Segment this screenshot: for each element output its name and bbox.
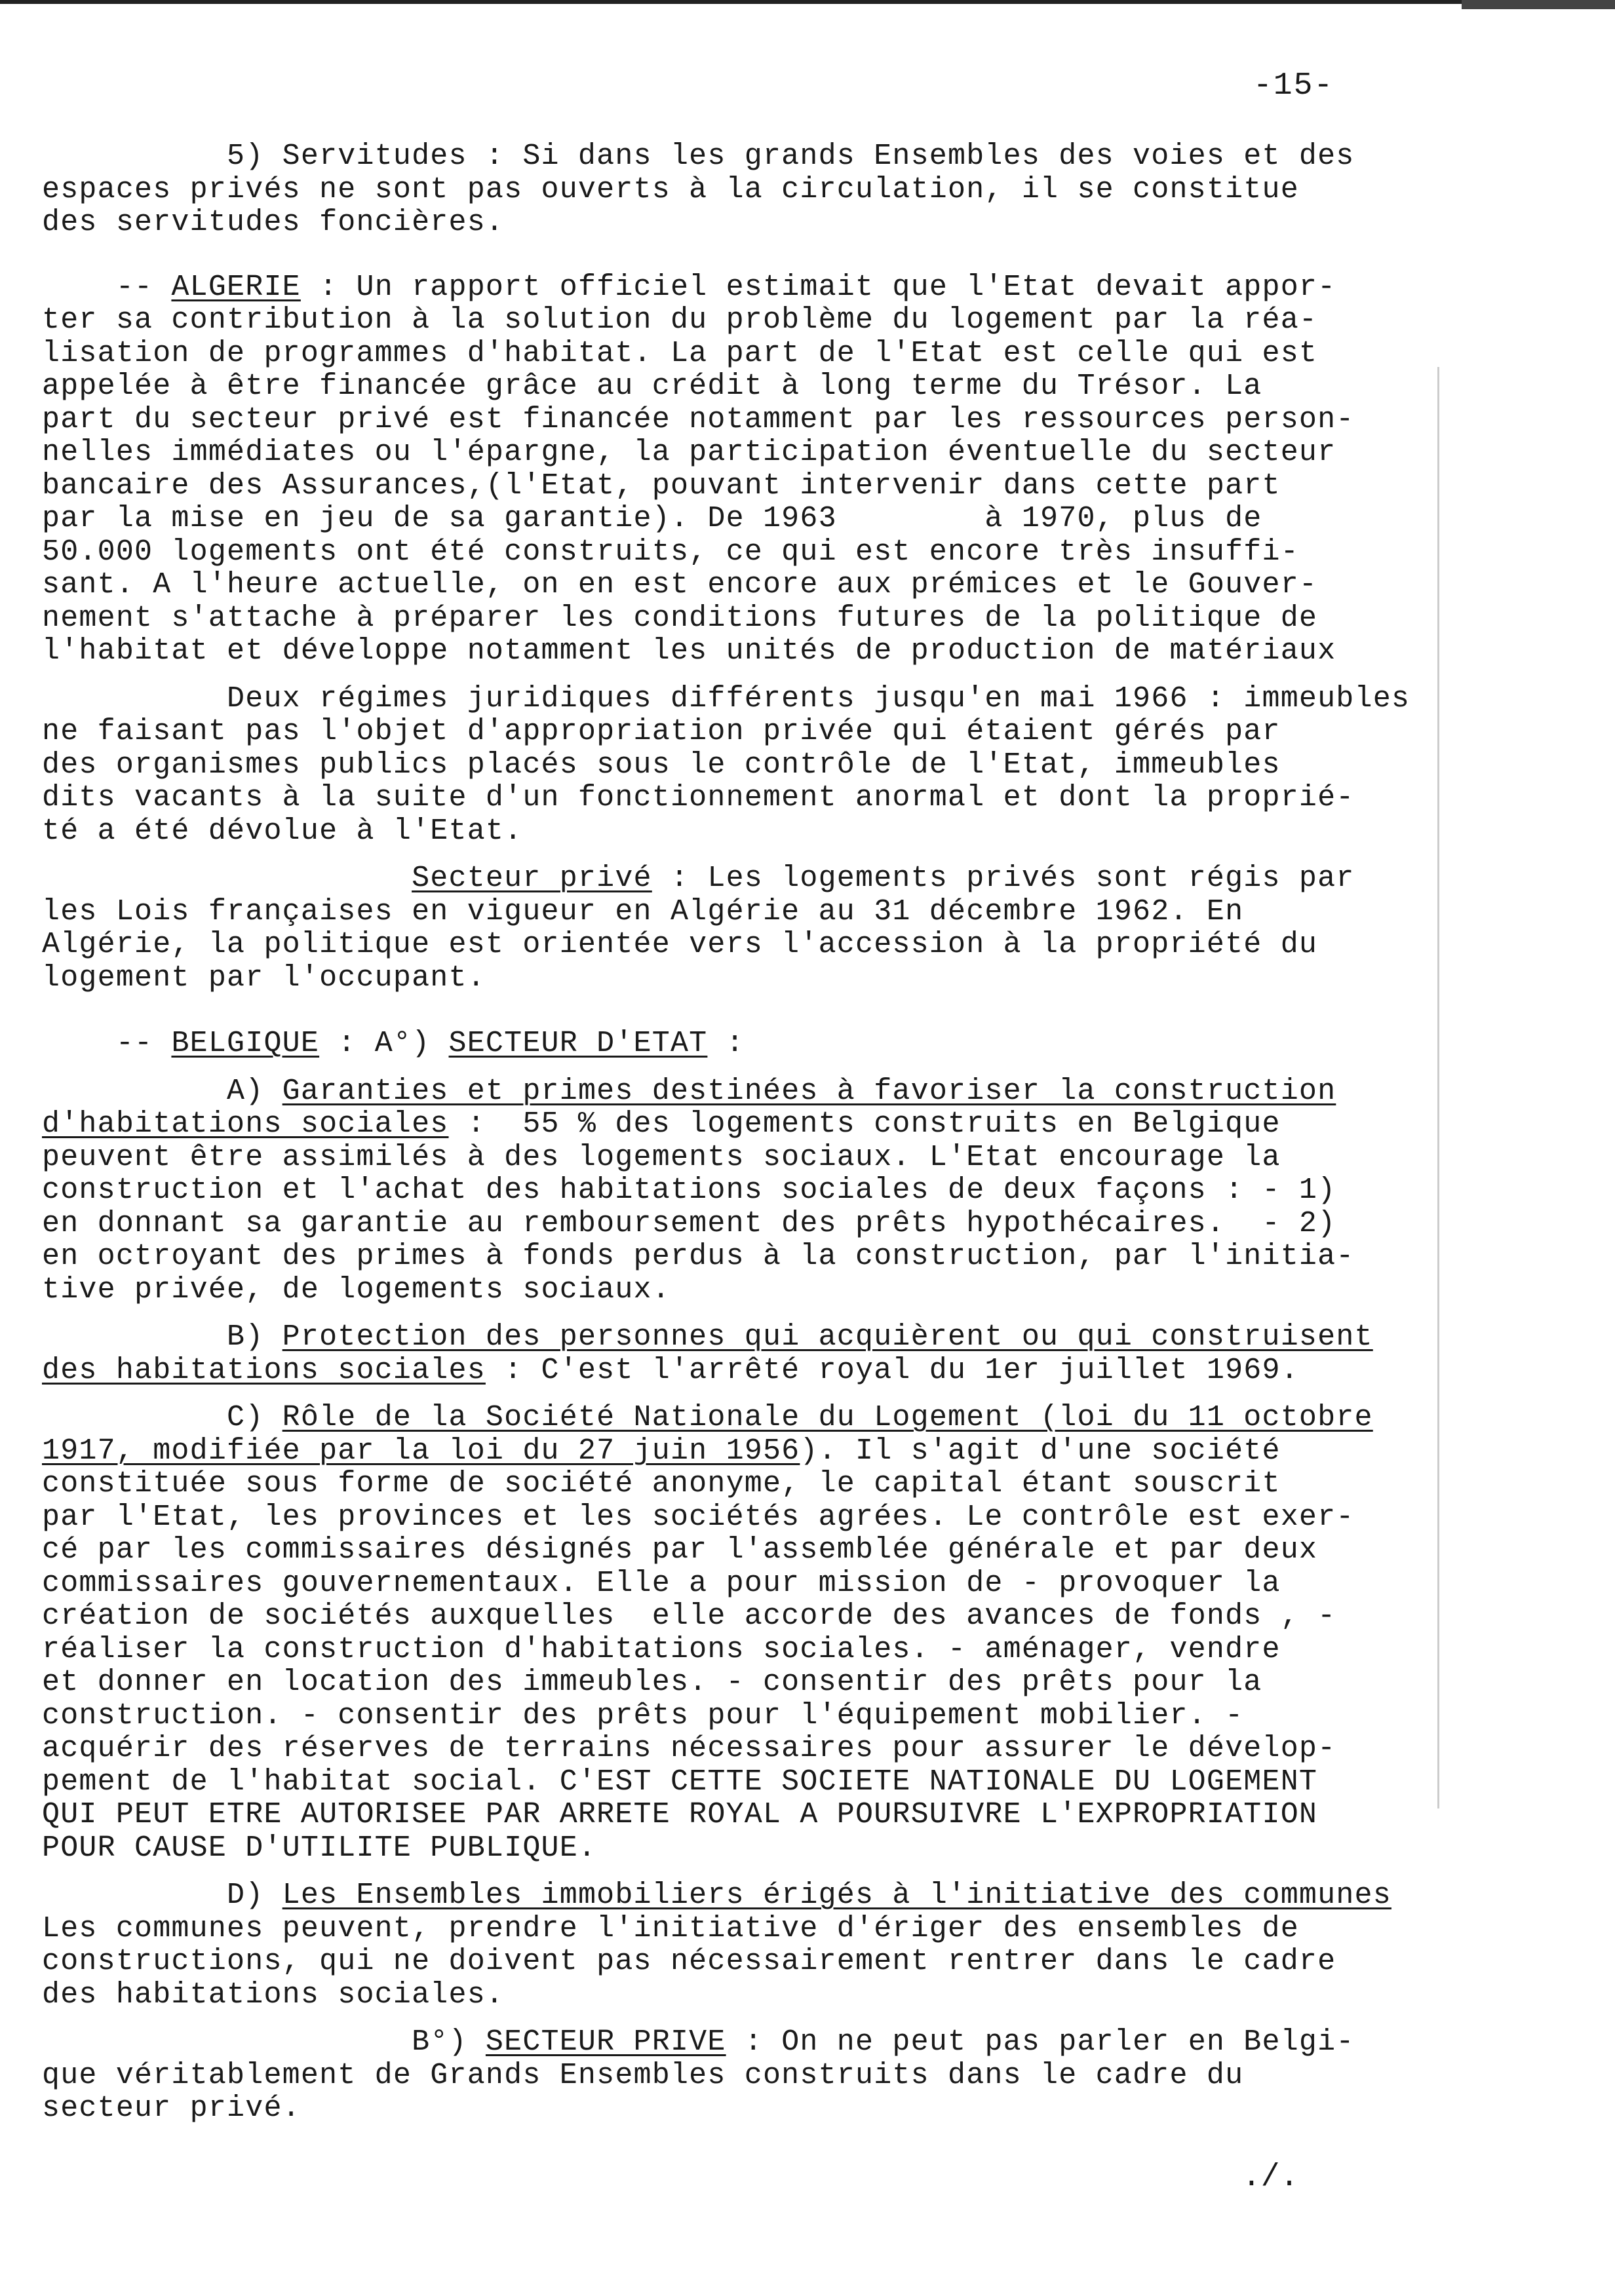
- scan-top-edge: [0, 0, 1475, 4]
- text-line: acquérir des réserves de terrains nécessaires pour assurer le dévelop-: [42, 1732, 1336, 1765]
- text-line: tive privée, de logements sociaux.: [42, 1272, 671, 1307]
- text-line: -- BELGIQUE : A°) SECTEUR D'ETAT :: [42, 1027, 745, 1060]
- algerie-heading: ALGERIE: [171, 270, 301, 304]
- text-line: lisation de programmes d'habitat. La part de l'Etat est celle qui est: [42, 336, 1318, 370]
- section-d-title: Les Ensembles immobiliers érigés à l'initiative des communes: [282, 1879, 1391, 1912]
- text-line: logement par l'occupant.: [42, 961, 486, 995]
- paragraph-algerie: [42, 271, 1438, 668]
- text-line: cé par les commissaires désignés par l'assemblée générale et par deux: [42, 1533, 1318, 1567]
- text-line: par l'Etat, les provinces et les sociétés agrées. Le contrôle est exer-: [42, 1500, 1355, 1534]
- text-line: des habitations sociales : C'est l'arrêté royal du 1er juillet 1969.: [42, 1353, 1299, 1387]
- text-line: té a été dévolue à l'Etat.: [42, 814, 523, 848]
- paragraph-secteur-prive-algerie: [42, 862, 1438, 995]
- text-line: appelée à être financée grâce au crédit à long terme du Trésor. La: [42, 370, 1262, 403]
- section-d: [42, 1879, 1438, 2012]
- section-b-title-cont: des habitations sociales: [42, 1353, 486, 1387]
- text-line: QUI PEUT ETRE AUTORISEE PAR ARRETE ROYAL A POURSUIVRE L'EXPROPRIATION: [42, 1798, 1318, 1831]
- paragraph-regimes: [42, 683, 1438, 849]
- text-line: les Lois françaises en vigueur en Algérie au 31 décembre 1962. En: [42, 894, 1244, 928]
- text-line: en donnant sa garantie au remboursement des prêts hypothécaires. - 2): [42, 1206, 1336, 1240]
- text-line: bancaire des Assurances,(l'Etat, pouvant intervenir dans cette part: [42, 469, 1281, 503]
- text-line: B) Protection des personnes qui acquièrent ou qui construisent: [42, 1320, 1373, 1354]
- text-line: 5) Servitudes : Si dans les grands Ensembles des voies et des: [42, 140, 1355, 173]
- secteur-etat-heading: SECTEUR D'ETAT: [448, 1027, 708, 1060]
- page-number: -15-: [1253, 68, 1334, 104]
- section-c-title: Rôle de la Société Nationale du Logement (loi du 11 octobre: [282, 1401, 1373, 1434]
- section-a-title: Garanties et primes destinées à favoriser la construction: [282, 1074, 1336, 1108]
- text-line: A) Garanties et primes destinées à favoriser la construction: [42, 1074, 1336, 1108]
- paragraph-servitudes: [42, 140, 1438, 240]
- secteur-prive-belgique-heading: SECTEUR PRIVE: [485, 2025, 726, 2059]
- continuation-mark: ./.: [1242, 2160, 1299, 2195]
- text-line: 50.000 logements ont été construits, ce qui est encore très insuffi-: [42, 535, 1299, 569]
- section-c: [42, 1402, 1438, 1865]
- text-line: 1917, modifiée par la loi du 27 juin 1956). Il s'agit d'une société: [42, 1434, 1281, 1468]
- text-line: Algérie, la politique est orientée vers l'accession à la propriété du: [42, 928, 1318, 961]
- text-line: Les communes peuvent, prendre l'initiative d'ériger des ensembles de: [42, 1911, 1299, 1945]
- section-a: [42, 1075, 1438, 1307]
- text-line: d'habitations sociales : 55 % des logements construits en Belgique: [42, 1107, 1281, 1141]
- text-line: l'habitat et développe notamment les unités de production de matériaux: [42, 634, 1336, 668]
- text-line: des organismes publics placés sous le contrôle de l'Etat, immeubles: [42, 748, 1281, 782]
- text-line: que véritablement de Grands Ensembles construits dans le cadre du: [42, 2058, 1244, 2092]
- document-body: [42, 140, 1438, 2126]
- belgique-heading: BELGIQUE: [171, 1027, 320, 1060]
- text-line: secteur privé.: [42, 2092, 301, 2125]
- text-line: construction et l'achat des habitations sociales de deux façons : - 1): [42, 1174, 1336, 1207]
- text-line: pement de l'habitat social. C'EST CETTE SOCIETE NATIONALE DU LOGEMENT: [42, 1765, 1318, 1799]
- text-line: construction. - consentir des prêts pour l'équipement mobilier. -: [42, 1698, 1244, 1732]
- text-line: nement s'attache à préparer les conditions futures de la politique de: [42, 601, 1318, 635]
- text-line: D) Les Ensembles immobiliers érigés à l'initiative des communes: [42, 1879, 1391, 1912]
- text-line: ne faisant pas l'objet d'appropriation privée qui étaient gérés par: [42, 715, 1281, 748]
- text-line: création de sociétés auxquelles elle accorde des avances de fonds , -: [42, 1599, 1336, 1633]
- section-b-title: Protection des personnes qui acquièrent ou qui construisent: [282, 1320, 1373, 1354]
- text-line: en octroyant des primes à fonds perdus à la construction, par l'initia-: [42, 1240, 1355, 1273]
- text-line: commissaires gouvernementaux. Elle a pour mission de - provoquer la: [42, 1566, 1281, 1600]
- section-a-title-cont: d'habitations sociales: [42, 1107, 449, 1141]
- text-line: C) Rôle de la Société Nationale du Logement (loi du 11 octobre: [42, 1401, 1373, 1434]
- text-line: dits vacants à la suite d'un fonctionnement anormal et dont la proprié-: [42, 781, 1355, 814]
- secteur-prive-heading: Secteur privé: [412, 862, 652, 895]
- text-line: espaces privés ne sont pas ouverts à la circulation, il se constitue: [42, 172, 1299, 206]
- section-b: [42, 1321, 1438, 1387]
- text-line: ter sa contribution à la solution du problème du logement par la réa-: [42, 303, 1318, 337]
- text-line: sant. A l'heure actuelle, on en est encore aux prémices et le Gouver-: [42, 568, 1318, 602]
- paragraph-secteur-prive-belgique: [42, 2026, 1438, 2126]
- section-c-title-cont: 1917, modifiée par la loi du 27 juin 1956: [42, 1434, 800, 1468]
- belgique-heading-line: [42, 1027, 1438, 1061]
- text-line: Deux régimes juridiques différents jusqu'en mai 1966 : immeubles: [42, 681, 1411, 716]
- text-line: POUR CAUSE D'UTILITE PUBLIQUE.: [42, 1831, 597, 1865]
- text-line: Secteur privé : Les logements privés sont régis par: [412, 862, 1355, 895]
- text-line: constructions, qui ne doivent pas nécessairement rentrer dans le cadre: [42, 1945, 1336, 1978]
- text-line: réaliser la construction d'habitations sociales. - aménager, vendre: [42, 1632, 1281, 1666]
- text-line: des servitudes foncières.: [42, 206, 505, 239]
- scan-top-edge-corner: [1462, 0, 1615, 9]
- text-line: par la mise en jeu de sa garantie). De 1963 à 1970, plus de: [42, 502, 1262, 535]
- text-line: constituée sous forme de société anonyme, le capital étant souscrit: [42, 1467, 1281, 1501]
- text-line: peuvent être assimilés à des logements sociaux. L'Etat encourage la: [42, 1140, 1281, 1174]
- text-line: des habitations sociales.: [42, 1978, 505, 2012]
- text-line: B°) SECTEUR PRIVE : On ne peut pas parler en Belgi-: [42, 2025, 1355, 2059]
- text-line: -- ALGERIE : Un rapport officiel estimait que l'Etat devait appor-: [42, 270, 1336, 304]
- text-line: et donner en location des immeubles. - consentir des prêts pour la: [42, 1666, 1262, 1699]
- text-line: nelles immédiates ou l'épargne, la participation éventuelle du secteur: [42, 436, 1336, 469]
- text-line: part du secteur privé est financée notamment par les ressources person-: [42, 402, 1355, 436]
